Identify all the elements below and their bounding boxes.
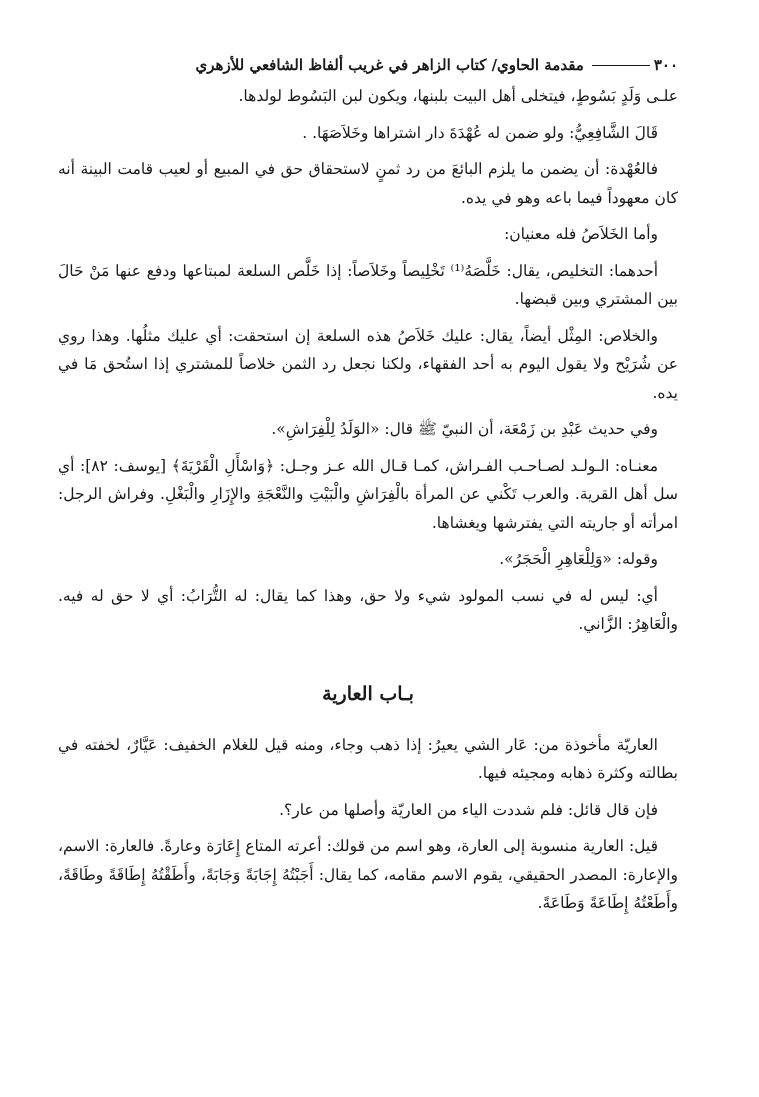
paragraph: فالعُهْدة: أن يضمن ما يلزم البائعَ من رد ثمنٍ لاستحقاق حق في المبيع أو لعيب قامت البينة أنه كان معهوداً فيما باعه وهو في يده. bbox=[58, 160, 678, 207]
paragraph: أي: ليس له في نسب المولود شيء ولا حق، وهذا كما يقال: له التُّرَابُ: أي لا حق له فيه. والْعَاهِرُ: الزَّاني. bbox=[58, 586, 678, 633]
paragraph: وفي حديث عَبْدِ بن زَمْعَة، أن النبيّ ﷺ قال: «الوَلَدُ لِلْفِرَاشِ». bbox=[271, 420, 658, 438]
paragraph: قيل: العارية منسوبة إلى العارة، وهو اسم من قولك: أعرته المتاع إِعَارَة وعارةً. فالعارة: الاسم، والإعارة: المصدر الحقيقي، يقوم الاسم مقامه، كما يقال: أَجَبْتُهُ إِجَابَةً وَجَابَةً، وأَطَقْتُهُ إِطَاقَةً وطَاقَةً، وأَطَعْتُهُ إِطَاعَةً وَطَاعَةً. bbox=[58, 837, 678, 912]
paragraph: وقوله: «وَلِلْعَاهِرِ الْحَجَرُ». bbox=[499, 550, 658, 568]
book-page bbox=[58, 50, 678, 1060]
paragraph: والخلاص: المِثْل أيضاً، يقال: عليك خَلاَصُ هذه السلعة إن استحقت: أي عليك مثلُها. وهذا روي عن شُرَيْح ولا يقول اليوم به أحد الفقهاء، ولكنا نجعل رد الثمن خلاصاً للمشتري إذا استُحق مَا في يده. bbox=[58, 326, 678, 402]
paragraph: أحدهما: التخليص، يقال: خَلَّصَهُ⁽¹⁾ تَخْلِيصاً وخَلاَصاً: إذا خَلَّص السلعة لمبتاعها ودفع عنها مَنْ حَالَ بين المشتري وبين قبضها. bbox=[58, 261, 678, 308]
header-rule bbox=[592, 65, 650, 66]
page-header bbox=[58, 50, 678, 80]
running-title: مقدمة الحاوي/ كتاب الزاهر في غريب ألفاظ الشافعي للأزهري bbox=[195, 56, 584, 74]
page-body bbox=[58, 82, 678, 918]
paragraph: علـى وَلَدٍ بَسُوطٍ، فيتخلى أهل البيت بلبنها، ويكون لبن البَسُوط لولدها. bbox=[238, 87, 678, 105]
paragraph: قَالَ الشَّافِعِيُّ: ولو ضمن له عُهْدَةَ دار اشتراها وخَلاَصَهَا. . bbox=[302, 123, 658, 142]
paragraph: وأما الخَلاَصُ فله معنيان: bbox=[504, 225, 658, 243]
paragraph: فإن قال قائل: فلم شددت الياء من العاريّة وأصلها من عار؟. bbox=[279, 800, 658, 819]
chapter-heading: بـاب العارية bbox=[322, 682, 414, 705]
paragraph: معنـاه: الـولـد لصـاحـب الفـراش، كمـا قـال الله عـز وجـل: ﴿وَاسْأَلِ الْقَرْيَةَ﴾ [يوسف: ٨٢]: أي سل أهل القرية. والعرب تَكْني عن المرأة بالْفِرَاشِ والْبَيْتِ والنَّعْجَةِ والإِزَارِ والْبَغْلِ. وفراش الرجل: امرأته أو جاريته التي يفترشها ويغشاها. bbox=[58, 456, 678, 532]
paragraph: العاريّة مأخوذة من: عَار الشي يعيرُ: إذا ذهب وجاء، ومنه قيل للغلام الخفيف: عَيَّارٌ، لخفته في بطالته وكثرة ذهابه ومجيئه فيها. bbox=[58, 735, 678, 782]
page-number: ٣٠٠ bbox=[653, 56, 678, 74]
